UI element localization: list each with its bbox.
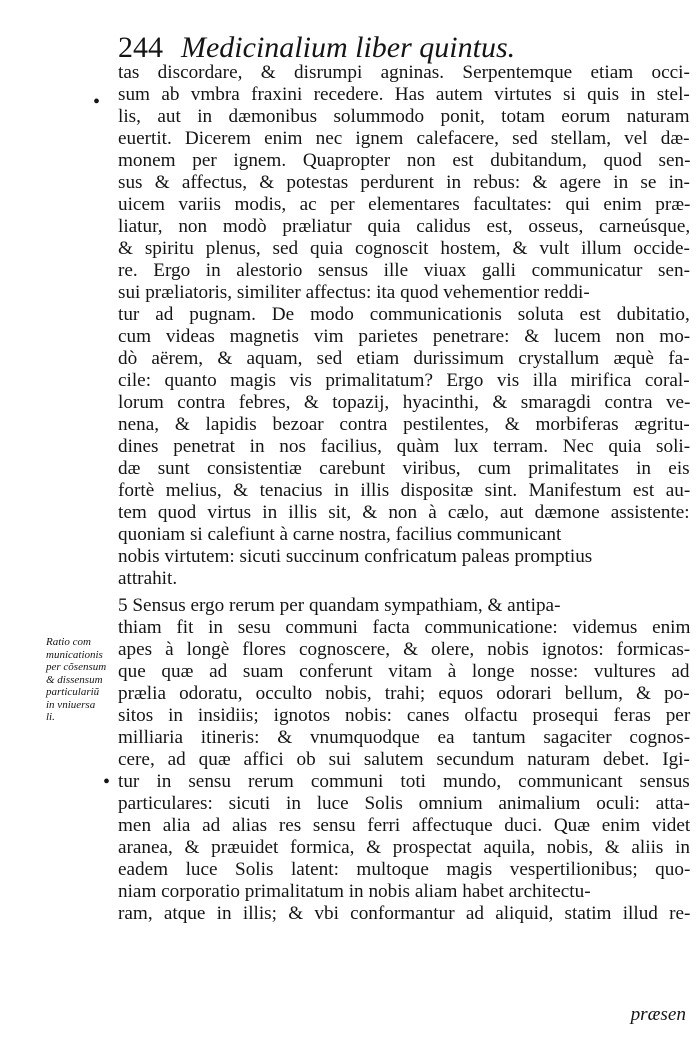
text-line: lis, aut in dæmonibus solummodo ponit, totam eorum naturam	[118, 106, 690, 127]
text-line: lorum contra febres, & topazij, hyacinthi, & smaragdi contra ve-	[118, 392, 691, 413]
text-line: cere, ad quæ affici ob sui salutem secundum naturam debet. Igi-	[118, 749, 690, 770]
text-line: tem quod virtus in illis sit, & non à cælo, aut dæmone assistente:	[118, 502, 690, 523]
text-line: dæ sunt consistentiæ carebunt viribus, cum primalitates in eis	[118, 458, 690, 479]
text-line: & spiritu plenus, sed quia cognoscit hostem, & vult illum occide-	[118, 238, 690, 259]
text-line: que quæ ad suam conferunt vitam à longe nosse: vultures ad	[118, 661, 690, 682]
running-title: Medicinalium liber quintus.	[181, 31, 516, 64]
text-line: tur ad pugnam. De modo communicationis soluta est dubitatio,	[118, 304, 690, 325]
marginal-note-line: Ratio com	[46, 636, 91, 648]
text-line: fortè melius, & tenacius in illis dispositæ sint. Manifestum est au-	[118, 480, 691, 501]
text-line: re. Ergo in alestorio sensus ille viuax galli communicatur sen-	[118, 260, 690, 281]
marginal-note-line: particulariũ	[46, 686, 100, 698]
text-line: niam corporatio primalitatum in nobis aliam habet architectu-	[118, 881, 591, 902]
text-line: sum ab vmbra fraxini recedere. Has autem virtutes si quis in stel-	[118, 84, 690, 105]
marginal-note-line: in vniuersa	[46, 698, 96, 711]
text-line: eadem luce Solis latent: multoque magis vespertilionibus; quo-	[118, 859, 691, 880]
margin-bullet-mark: •	[103, 771, 111, 793]
page-number: 244	[118, 31, 163, 64]
marginal-note-line: per cõsensum	[46, 661, 107, 673]
margin-bullet-mark: •	[93, 91, 101, 113]
text-line: thiam fit in sesu communi facta communicatione: videmus enim	[118, 617, 691, 638]
text-line: uicem variis modis, ac per elementares facultates: qui enim præ-	[118, 194, 691, 215]
text-line: dines penetrat in nos facilius, quàm lux terram. Nec quia soli-	[118, 436, 691, 457]
text-line: dò aërem, & aquam, sed etiam durissimum crystallum æquè fa-	[118, 348, 690, 369]
marginal-note	[46, 636, 118, 724]
text-line: apes à longè flores cognoscere, & olere, nobis ignotos: formicas-	[118, 639, 691, 660]
marginal-note-line: & dissensum	[46, 673, 103, 686]
text-line: monem per ignem. Quapropter non est dubitandum, quod sen-	[118, 150, 691, 171]
text-line: particulares: sicuti in luce Solis omnium animalium oculi: atta-	[118, 793, 690, 814]
text-line: tur in sensu rerum communi toti mundo, communicant sensus	[118, 771, 690, 792]
text-line: milliaria itineris: & vnumquodque ea tantum sagaciter cognos-	[118, 727, 691, 748]
main-text-block	[118, 62, 690, 925]
text-line: sui præliatoris, similiter affectus: ita quod vehementior reddi-	[118, 282, 590, 303]
text-line: nobis virtutem: sicuti succinum confricatum paleas promptius	[118, 546, 593, 567]
text-line: tas discordare, & disrumpi agninas. Serpentemque etiam occi-	[118, 62, 690, 83]
text-line: men alia ad alias res sensu ferri affectuque duci. Quæ enim videt	[118, 815, 691, 836]
marginal-note-line: municationis	[46, 648, 103, 661]
text-line: sitos in insidiis; ignotos nobis: canes olfactu prosequi feras per	[118, 705, 691, 726]
text-line: prælia odoratu, occulto nobis, trahi; equos odorari bellum, & po-	[118, 683, 690, 704]
text-line: cum videas magnetis vim parietes penetrare: & lucem non mo-	[118, 326, 691, 347]
text-line: quoniam si calefiunt à carne nostra, facilius communicant	[118, 524, 562, 545]
text-line: attrahit.	[118, 568, 178, 589]
text-line: sus & affectus, & potestas perdurent in rebus: & agere in se in-	[118, 172, 690, 193]
text-line: cile: quanto magis vis primalitatum? Ergo vis illa mirifica coral-	[118, 370, 690, 391]
catchword: præsen	[630, 1004, 686, 1025]
text-line: euertit. Dicerem enim nec ignem calefacere, sed stellam, vel dæ-	[118, 128, 690, 149]
marginal-note-line: li.	[46, 711, 55, 723]
text-line: aranea, & præuidet formica, & prospectat aquila, nobis, & aliis in	[118, 837, 690, 858]
text-line: liatur, non modò præliatur quia calidus est, osseus, carneúsque,	[118, 216, 691, 237]
text-line: 5 Sensus ergo rerum per quandam sympathiam, & antipa-	[118, 595, 561, 616]
text-line: nena, & lapidis bezoar contra pestilentes, & morbiferas ægritu-	[118, 414, 690, 435]
text-line: ram, atque in illis; & vbi conformantur ad aliquid, statim illud re-	[118, 903, 691, 924]
